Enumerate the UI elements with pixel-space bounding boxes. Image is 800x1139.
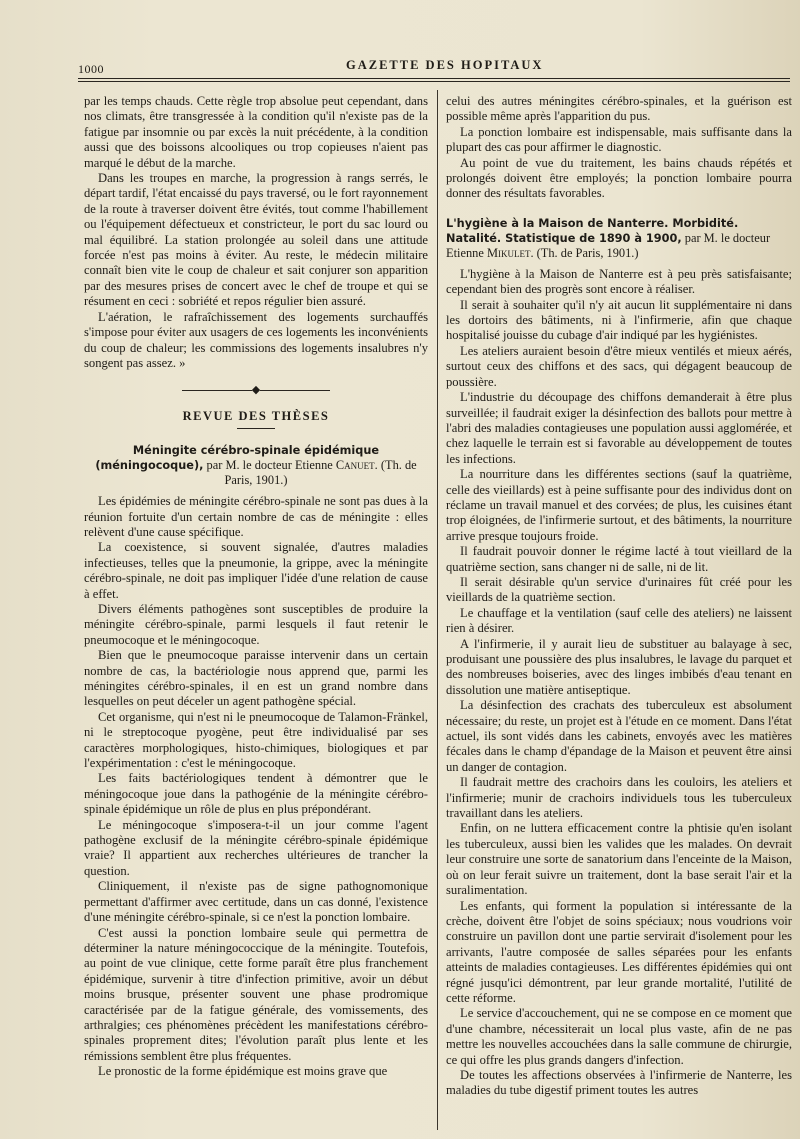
header-rule — [78, 78, 790, 82]
paragraph: Le pronostic de la forme épidémique est moins grave que — [98, 1064, 388, 1079]
paragraph: La nourriture dans les différentes sections (sauf la quatrième, celle des vieillards) est à peine suffisante pour des individus dont on réclame un travail manuel et des corvées; de plus, les cuisines étant trop éloignées, de l'infirmerie surtout, et des bâtiments, la nourriture arrive presque toujours froide. — [446, 467, 792, 543]
paragraph: A l'infirmerie, il y aurait lieu de substituer au balayage à sec, produisant une poussière des plus insalubres, le lavage du parquet et des nombreuses boiseries, avec des linges imbibés d'eau tenant en dissolution une matière antiseptique. — [446, 636, 792, 697]
paragraph: Le service d'accouchement, qui ne se compose en ce moment que d'une chambre, nécessiterait un local plus vaste, afin de ne pas mettre les nouvelles accouchées dans la salle commune de chirurgie, ce qui offre les plus grands dangers d'infection. — [446, 1006, 792, 1067]
paragraph: Les ateliers auraient besoin d'être mieux ventilés et mieux aérés, surtout ceux des chiffons et des sacs, qui dégagent beaucoup de poussière. — [446, 343, 792, 389]
section-rule — [237, 428, 275, 429]
paragraph: Cliniquement, il n'existe pas de signe pathognomonique permettant d'affirmer avec certitude, dans un cas donné, l'existence d'une méningite cérébro-spinale, si ce n'est la ponction lombaire. — [84, 879, 428, 925]
paragraph: C'est aussi la ponction lombaire seule qui permettra de déterminer la nature méningococcique de la méningite. Toutefois, au point de vue clinique, cette forme paraît être plus franchement épidémique, survenir à titre d'infection primitive, avoir un début moins brusque, présenter souvent une phase prodromique caractérisée par de la fatigue générale, des vomissements, des arthralgies; ces phénomènes précèdent les manifestations cérébro-spinales proprement dites; l'évolution paraît plus lente et les rémissions semblent être plus fréquentes. — [84, 925, 428, 1063]
paragraph: Enfin, on ne luttera efficacement contre la phtisie qu'en isolant les tuberculeux, aussi bien les valides que les malades. On devrait leur construire une sorte de sanatorium dans l'enceinte de la Maison, où on leur ferait suivre un traitement, dont la base serait l'air et la suralimentation. — [446, 821, 792, 898]
paragraph: Au point de vue du traitement, les bains chauds répétés et prolongés doivent être employés; la ponction lombaire pourra donner des résultats favorables. — [446, 155, 792, 201]
paragraph: celui des autres méningites cérébro-spinales, et la guérison est possible même après l'apparition du pus. — [446, 94, 792, 124]
paragraph: La coexistence, si souvent signalée, d'autres maladies infectieuses, telles que la pneumonie, la grippe, avec la méningite cérébro-spinale, ne doit pas impliquer l'idée d'une relation de cause à effet. — [84, 540, 428, 601]
paragraph: Les faits bactériologiques tendent à démontrer que le méningocoque joue dans la pathogénie de la méningite cérébro-spinale épidémique un rôle de plus en plus prépondérant. — [84, 771, 428, 817]
paragraph: L'aération, le rafraîchissement des logements surchauffés s'impose pour éviter aux usagers de ces logements les inconvénients du coup de chaleur; les commissions des logements insalubres n'y songent pas assez. » — [84, 309, 428, 370]
article-byline: par M. le docteur Etienne — [206, 458, 333, 473]
article-title — [446, 216, 792, 261]
journal-title: GAZETTE DES HOPITAUX — [346, 58, 544, 72]
paragraph: De toutes les affections observées à l'infirmerie de Nanterre, les maladies du tube digestif priment toutes les autres — [446, 1067, 792, 1098]
article-byline: par M. le docteur Etienne — [446, 230, 771, 260]
paragraph: La ponction lombaire est indispensable, mais suffisante dans la plupart des cas pour affirmer le diagnostic. — [446, 124, 792, 155]
paragraph: L'hygiène à la Maison de Nanterre est à peu près satisfaisante; cependant bien des progrès sont encore à réaliser. — [446, 266, 792, 297]
paragraph: Les épidémies de méningite cérébro-spinale ne sont pas dues à la réunion fortuite d'un certain nombre de cas de méningite : elles relèvent d'une cause spécifique. — [84, 494, 428, 539]
article-reference: (Th. de Paris, 1901.) — [536, 245, 639, 260]
paragraph: par les temps chauds. Cette règle trop absolue peut cependant, dans nos climats, être transgressée à la condition qu'il n'existe pas de la fatigue par insomnie ou par excès la nuit précédente, à la condition aussi que des boissons alcooliques ou trop copieuses n'aient pas marqué le début de la marche. — [84, 94, 428, 170]
paragraph: La désinfection des crachats des tuberculeux est absolument nécessaire; du reste, un projet est à l'étude en ce moment. Dans l'état actuel, ils sont vidés dans les cabinets, envoyés avec les matières fécales dans le champ d'épandage de la Maison et peuvent être ainsi un danger de contagion. — [446, 698, 792, 774]
section-separator: ◆ — [84, 383, 428, 398]
paragraph: Il faudrait mettre des crachoirs dans les couloirs, les ateliers et l'infirmerie; munir de crachoirs individuels tous les tuberculeux travaillant dans les ateliers. — [446, 775, 792, 821]
article-author: Canuet. — [335, 458, 378, 473]
section-title: REVUE DES THÈSES — [182, 408, 330, 423]
paragraph: L'industrie du découpage des chiffons demanderait à être plus surveillée; il faudrait exiger la désinfection des ballots pour mettre à l'abri des maladies contagieuses une population aussi agglomérée, et chez laquelle le terrain est si favorable au développement de toutes les infections. — [446, 390, 792, 466]
article-title-text: L'hygiène à la Maison de Nanterre. Morbidité. Natalité. Statistique de 1890 à 1900, — [446, 216, 739, 245]
article-reference: (Th. de Paris, 1901.) — [224, 458, 417, 488]
paragraph: Les enfants, qui forment la population si intéressante de la crèche, doivent être l'objet de soins spéciaux; nous voudrions voir construire un pavillon dont une partie servirait d'isolement pour les arrivants, l'autre composée de salles séparées pour les enfants atteints de maladies contagieuses. Les différentes épidémies qui ont régné jusqu'ici démontrent, par leur grande mortalité, l'utilité de cette réforme. — [446, 898, 792, 1005]
paragraph: Bien que le pneumocoque paraisse intervenir dans un certain nombre de cas, la bactériologie nous apprend que, parmi les méningites cérébro-spinales, il en est un grand nombre dans lesquelles on peut déceler un agent pathogène spécial. — [84, 648, 428, 709]
paragraph: Il faudrait pouvoir donner le régime lacté à tout vieillard de la quatrième section, sans changer ni de salle, ni de lit. — [446, 544, 792, 574]
right-column — [446, 94, 792, 1099]
paragraph: Il serait désirable qu'un service d'urinaires fût créé pour les vieillards de la quatrième section. — [446, 574, 792, 605]
paragraph: Cet organisme, qui n'est ni le pneumocoque de Talamon-Fränkel, ni le streptocoque pyogène, peut être individualisé par ses caractères morphologiques, histo-chimiques, biologiques et par l'expérimentation : c'est le méningocoque. — [84, 709, 428, 771]
article-title-text: Méningite cérébro-spinale épidémique (méningocoque), — [95, 444, 380, 473]
paragraph: Divers éléments pathogènes sont susceptibles de produire la méningite cérébro-spinale, parmi lesquels il faut retenir le pneumocoque et le méningocoque. — [84, 601, 428, 647]
article-title — [84, 443, 428, 488]
page-header — [78, 56, 790, 80]
paragraph: Le chauffage et la ventilation (sauf celle des ateliers) ne laissent rien à désirer. — [446, 605, 792, 636]
column-divider — [437, 90, 438, 1130]
paragraph: Il serait à souhaiter qu'il n'y ait aucun lit supplémentaire ni dans les dortoirs des bâtiments, ni à l'infirmerie, afin que chaque hospitalisé jouisse du cubage d'air indiqué par les hygiénistes. — [446, 297, 792, 343]
paragraph: Dans les troupes en marche, la progression à rangs serrés, le départ tardif, l'état encaissé du pays traversé, ou le fort rayonnement de la route à traverser doivent être évités, tout comme l'habillement ou l'équipement défectueux et constricteur, le port du sac lourd ou mal équilibré. La station prolongée au soleil dans une attitude forcée n'est pas moins à éviter. Au reste, le médecin militaire connaît bien vite le coup de chaleur et sait conjurer son apparition par des mesures prises de concert avec le chef de troupe et qui se résument en ceci : sobriété et repos régulier bien assuré. — [84, 171, 428, 309]
left-column — [84, 94, 428, 1080]
article-author: Mikulet. — [486, 245, 534, 260]
paragraph: Le méningocoque s'imposera-t-il un jour comme l'agent pathogène exclusif de la méningite cérébro-spinale épidémique vraie? Il appartient aux recherches ultérieures de trancher la question. — [84, 817, 428, 878]
page-number: 1000 — [78, 62, 104, 76]
